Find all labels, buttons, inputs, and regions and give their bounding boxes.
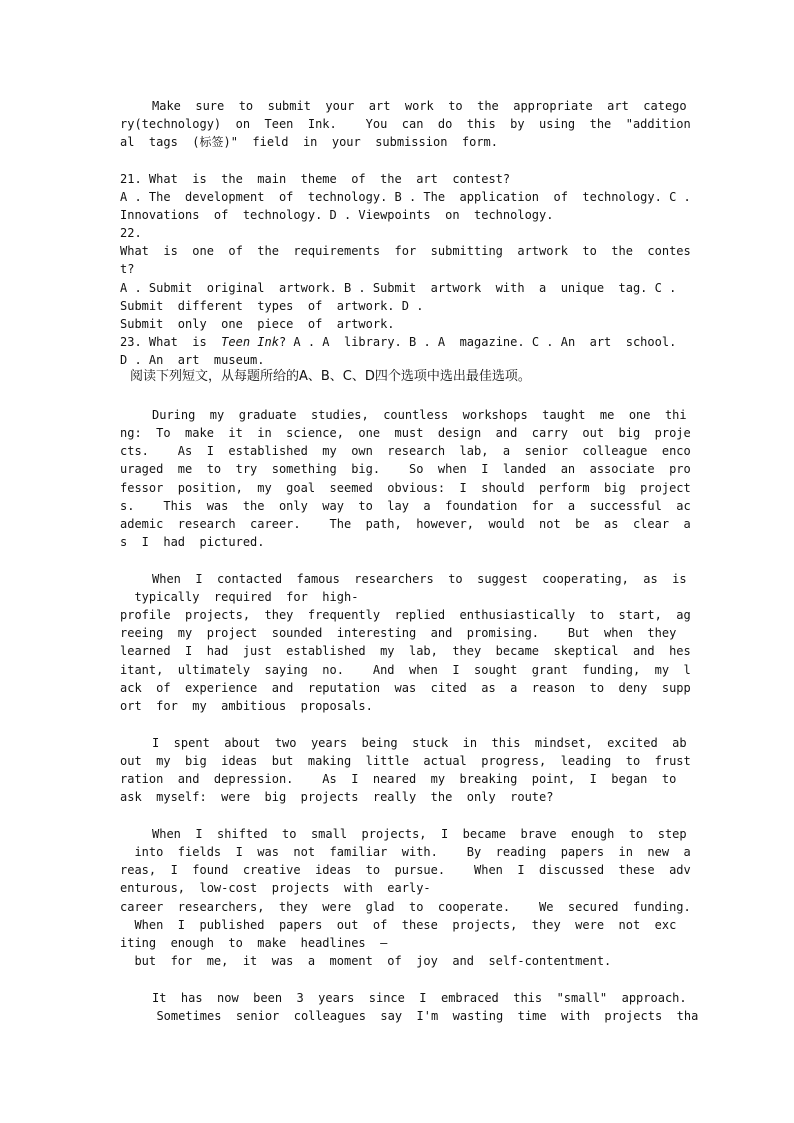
passage-line: enturous, low-cost projects with early-	[120, 881, 431, 895]
passage-line: profile projects, they frequently replied enthusiastically to start, ag	[120, 608, 691, 622]
top-passage-line: al tags (标签)" field in your submission form.	[120, 135, 499, 149]
passage-line: It has now been 3 years since I embraced this "small" approach.	[152, 991, 687, 1005]
top-passage-line: ry(technology) on Teen Ink. You can do this by using the "addition	[120, 117, 691, 131]
passage-line: itant, ultimately saying no. And when I sought grant funding, my l	[120, 663, 691, 677]
passage-line: ademic research career. The path, however, would not be as clear a	[120, 517, 691, 531]
passage-line: I spent about two years being stuck in this mindset, excited ab	[152, 736, 687, 750]
question-21-options: Innovations of technology. D . Viewpoints on technology.	[120, 208, 554, 222]
passage-line: but for me, it was a moment of joy and self-contentment.	[120, 954, 612, 968]
question-21-stem: 21. What is the main theme of the art contest?	[120, 172, 511, 186]
passage-line: reeing my project sounded interesting and promising. But when they	[120, 626, 677, 640]
passage-line: s I had pictured.	[120, 535, 265, 549]
question-22-options: Submit different types of artwork. D .	[120, 299, 424, 313]
question-22-number: 22.	[120, 226, 142, 240]
passage-line: During my graduate studies, countless workshops taught me one thi	[152, 408, 687, 422]
question-22-options: Submit only one piece of artwork.	[120, 317, 395, 331]
passage-line: Sometimes senior colleagues say I'm wasting time with projects tha	[142, 1009, 699, 1023]
passage-line: When I shifted to small projects, I became brave enough to step	[152, 827, 687, 841]
passage-line: ng: To make it in science, one must design and carry out big proje	[120, 426, 691, 440]
question-21-options: A . The development of technology. B . The application of technology. C .	[120, 190, 691, 204]
passage-line: When I published papers out of these projects, they were not exc	[120, 918, 677, 932]
question-22-stem: t?	[120, 262, 135, 276]
passage-line: s. This was the only way to lay a foundation for a successful ac	[120, 499, 691, 513]
passage-line: into fields I was not familiar with. By reading papers in new a	[120, 845, 691, 859]
passage-line: iting enough to make headlines —	[120, 936, 388, 950]
passage-line: career researchers, they were glad to cooperate. We secured funding.	[120, 900, 691, 914]
passage-line: ort for my ambitious proposals.	[120, 699, 373, 713]
question-23-options: D . An art museum.	[120, 353, 265, 367]
reading-instruction: 阅读下列短文，从每题所给的A、B、C、D四个选项中选出最佳选项。	[130, 369, 531, 384]
passage-line: out my big ideas but making little actual progress, leading to frust	[120, 754, 691, 768]
passage-line: uraged me to try something big. So when I landed an associate pro	[120, 462, 691, 476]
question-23-stem	[120, 333, 676, 351]
passage-line: cts. As I established my own research lab, a senior colleague enco	[120, 444, 691, 458]
top-passage-line: Make sure to submit your art work to the appropriate art catego	[152, 99, 687, 113]
passage-line: ration and depression. As I neared my breaking point, I began to	[120, 772, 677, 786]
passage-line: reas, I found creative ideas to pursue. When I discussed these adv	[120, 863, 691, 877]
question-23-suffix: ? A . A library. B . A magazine. C . An art school.	[278, 335, 677, 349]
question-22-stem: What is one of the requirements for submitting artwork to the contes	[120, 244, 691, 258]
passage-line: typically required for high-	[120, 590, 359, 604]
passage-line: fessor position, my goal seemed obvious: I should perform big project	[120, 481, 691, 495]
passage-line: ask myself: were big projects really the only route?	[120, 790, 554, 804]
question-22-options: A . Submit original artwork. B . Submit artwork with a unique tag. C .	[120, 281, 677, 295]
passage-line: When I contacted famous researchers to suggest cooperating, as is	[152, 572, 687, 586]
question-23-prefix: 23. What is	[120, 335, 222, 349]
teen-ink-italic: Teen Ink	[221, 335, 279, 349]
passage-line: ack of experience and reputation was cited as a reason to deny supp	[120, 681, 691, 695]
passage-line: learned I had just established my lab, they became skeptical and hes	[120, 644, 691, 658]
